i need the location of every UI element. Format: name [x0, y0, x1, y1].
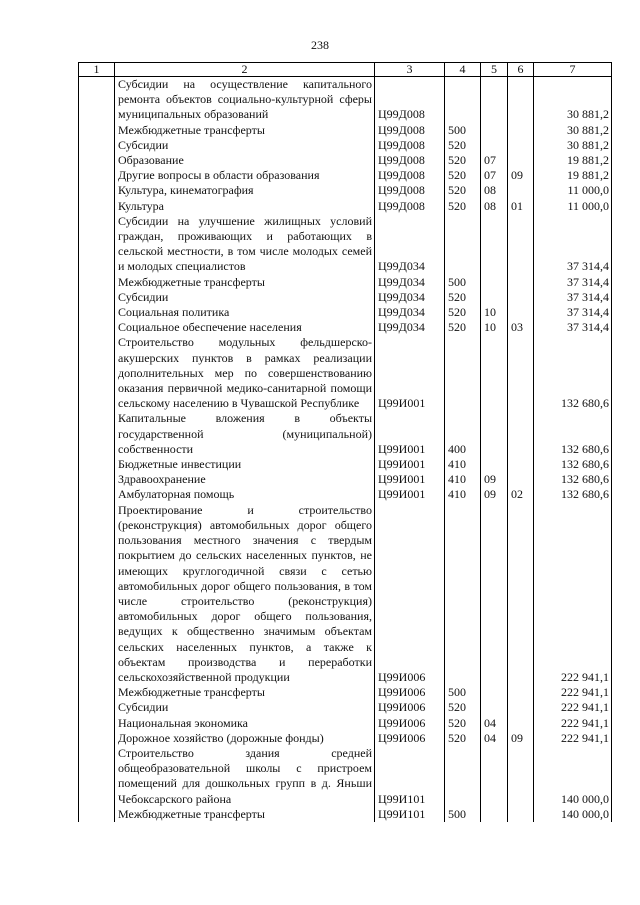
target-code-cell: Ц99И006 — [375, 716, 445, 731]
row-name-cell: Социальная политика — [115, 305, 375, 320]
table-row — [79, 472, 612, 487]
amount-cell: 37 314,4 — [534, 275, 612, 290]
row-name-cell: Субсидии — [115, 138, 375, 153]
amount-cell: 30 881,2 — [534, 123, 612, 138]
amount-cell: 222 941,1 — [534, 700, 612, 715]
section-cell — [481, 290, 508, 305]
section-cell — [481, 275, 508, 290]
expense-type-cell — [445, 335, 481, 411]
target-code-cell: Ц99Д008 — [375, 199, 445, 214]
row-number-cell — [79, 320, 115, 335]
subsection-cell: 01 — [508, 199, 534, 214]
target-code-cell: Ц99И001 — [375, 457, 445, 472]
row-name-cell: Субсидии — [115, 700, 375, 715]
amount-cell: 222 941,1 — [534, 503, 612, 685]
target-code-cell: Ц99Д034 — [375, 320, 445, 335]
expense-type-cell: 520 — [445, 199, 481, 214]
row-name-cell: Бюджетные инвестиции — [115, 457, 375, 472]
subsection-cell — [508, 700, 534, 715]
expense-type-cell: 520 — [445, 138, 481, 153]
expense-type-cell: 500 — [445, 275, 481, 290]
target-code-cell: Ц99И101 — [375, 746, 445, 807]
row-name-cell: Строительство модульных фельдшерско-акушерских пунктов в рамках реализации дополнительных мер по совершенствованию оказания первичной медико-санитарной помощи сельскому населению в Чувашской Республике — [115, 335, 375, 411]
table-row — [79, 275, 612, 290]
amount-cell: 19 881,2 — [534, 168, 612, 183]
expense-type-cell — [445, 503, 481, 685]
section-cell — [481, 214, 508, 275]
table-row — [79, 138, 612, 153]
row-name-cell: Национальная экономика — [115, 716, 375, 731]
row-name-cell: Межбюджетные трансферты — [115, 807, 375, 822]
table-row — [79, 335, 612, 411]
amount-cell: 132 680,6 — [534, 472, 612, 487]
header-cell: 7 — [534, 63, 612, 77]
amount-cell: 37 314,4 — [534, 305, 612, 320]
target-code-cell: Ц99И006 — [375, 503, 445, 685]
row-name-cell: Субсидии на улучшение жилищных условий граждан, проживающих и работающих в сельской местности, в том числе молодых семей и молодых специалистов — [115, 214, 375, 275]
subsection-cell — [508, 138, 534, 153]
table-row — [79, 746, 612, 807]
target-code-cell: Ц99И001 — [375, 335, 445, 411]
expense-type-cell: 520 — [445, 290, 481, 305]
row-name-cell: Проектирование и строительство (реконструкция) автомобильных дорог общего пользования местного значения с твердым покрытием до сельских населенных пунктов, не имеющих круглогодичной связи с сетью автомобильных дорог общего пользования, в том числе строительство (реконструкция) автомобильных дорог общего пользования, ведущих к общественно значимым объектам сельских населенных пунктов, а также к объектам производства и переработки сельскохозяйственной продукции — [115, 503, 375, 685]
target-code-cell: Ц99И006 — [375, 731, 445, 746]
row-number-cell — [79, 275, 115, 290]
table-row — [79, 807, 612, 822]
subsection-cell — [508, 807, 534, 822]
section-cell — [481, 700, 508, 715]
subsection-cell — [508, 214, 534, 275]
expense-type-cell: 410 — [445, 472, 481, 487]
row-name-cell: Субсидии на осуществление капитального ремонта объектов социально-культурной сферы муниципальных образований — [115, 77, 375, 123]
subsection-cell — [508, 77, 534, 123]
table-row — [79, 487, 612, 502]
subsection-cell: 09 — [508, 731, 534, 746]
subsection-cell — [508, 335, 534, 411]
section-cell: 09 — [481, 472, 508, 487]
section-cell — [481, 503, 508, 685]
page-number: 238 — [311, 38, 329, 52]
row-number-cell — [79, 290, 115, 305]
section-cell — [481, 807, 508, 822]
subsection-cell — [508, 305, 534, 320]
header-cell: 1 — [79, 63, 115, 77]
row-number-cell — [79, 183, 115, 198]
section-cell: 07 — [481, 168, 508, 183]
row-name-cell: Здравоохранение — [115, 472, 375, 487]
row-name-cell: Межбюджетные трансферты — [115, 685, 375, 700]
target-code-cell: Ц99И001 — [375, 472, 445, 487]
expense-type-cell: 520 — [445, 716, 481, 731]
amount-cell: 222 941,1 — [534, 716, 612, 731]
subsection-cell — [508, 716, 534, 731]
expense-type-cell: 520 — [445, 731, 481, 746]
table-row — [79, 731, 612, 746]
section-cell: 08 — [481, 199, 508, 214]
subsection-cell — [508, 503, 534, 685]
table-row — [79, 700, 612, 715]
amount-cell: 11 000,0 — [534, 199, 612, 214]
target-code-cell: Ц99Д034 — [375, 275, 445, 290]
subsection-cell: 02 — [508, 487, 534, 502]
subsection-cell — [508, 472, 534, 487]
row-number-cell — [79, 214, 115, 275]
table-row — [79, 320, 612, 335]
section-cell — [481, 335, 508, 411]
expense-type-cell: 500 — [445, 807, 481, 822]
row-number-cell — [79, 731, 115, 746]
section-cell: 04 — [481, 731, 508, 746]
table-row — [79, 685, 612, 700]
section-cell — [481, 138, 508, 153]
section-cell: 10 — [481, 320, 508, 335]
section-cell: 07 — [481, 153, 508, 168]
expense-type-cell — [445, 214, 481, 275]
amount-cell: 132 680,6 — [534, 335, 612, 411]
target-code-cell: Ц99И006 — [375, 685, 445, 700]
table-row — [79, 290, 612, 305]
expense-type-cell — [445, 746, 481, 807]
subsection-cell — [508, 457, 534, 472]
amount-cell: 132 680,6 — [534, 487, 612, 502]
expense-type-cell: 400 — [445, 411, 481, 457]
table-row — [79, 305, 612, 320]
expense-type-cell: 520 — [445, 153, 481, 168]
row-number-cell — [79, 123, 115, 138]
amount-cell: 140 000,0 — [534, 746, 612, 807]
target-code-cell: Ц99Д034 — [375, 214, 445, 275]
section-cell — [481, 77, 508, 123]
row-number-cell — [79, 138, 115, 153]
amount-cell: 132 680,6 — [534, 411, 612, 457]
table-row — [79, 457, 612, 472]
row-name-cell: Культура, кинематография — [115, 183, 375, 198]
section-cell: 04 — [481, 716, 508, 731]
row-name-cell: Межбюджетные трансферты — [115, 275, 375, 290]
table-row — [79, 153, 612, 168]
subsection-cell — [508, 153, 534, 168]
row-number-cell — [79, 411, 115, 457]
row-number-cell — [79, 335, 115, 411]
table-row — [79, 168, 612, 183]
subsection-cell — [508, 183, 534, 198]
section-cell: 08 — [481, 183, 508, 198]
section-cell — [481, 411, 508, 457]
expense-type-cell: 520 — [445, 305, 481, 320]
row-number-cell — [79, 716, 115, 731]
amount-cell: 30 881,2 — [534, 138, 612, 153]
table-row — [79, 199, 612, 214]
target-code-cell: Ц99Д008 — [375, 153, 445, 168]
target-code-cell: Ц99Д008 — [375, 183, 445, 198]
header-cell: 6 — [508, 63, 534, 77]
expense-type-cell: 520 — [445, 320, 481, 335]
amount-cell: 140 000,0 — [534, 807, 612, 822]
target-code-cell: Ц99Д008 — [375, 138, 445, 153]
subsection-cell — [508, 685, 534, 700]
section-cell — [481, 457, 508, 472]
header-cell: 3 — [375, 63, 445, 77]
table-row — [79, 503, 612, 685]
table-row — [79, 716, 612, 731]
expense-type-cell — [445, 77, 481, 123]
amount-cell: 37 314,4 — [534, 320, 612, 335]
row-name-cell: Образование — [115, 153, 375, 168]
target-code-cell: Ц99Д008 — [375, 168, 445, 183]
header-cell: 4 — [445, 63, 481, 77]
expense-type-cell: 520 — [445, 183, 481, 198]
target-code-cell: Ц99И001 — [375, 487, 445, 502]
row-name-cell: Строительство здания средней общеобразовательной школы с пристроем помещений для дошкольных групп в д. Яньши Чебоксарского района — [115, 746, 375, 807]
section-cell — [481, 123, 508, 138]
row-number-cell — [79, 199, 115, 214]
row-name-cell: Дорожное хозяйство (дорожные фонды) — [115, 731, 375, 746]
target-code-cell: Ц99Д034 — [375, 290, 445, 305]
expense-type-cell: 410 — [445, 487, 481, 502]
target-code-cell: Ц99Д008 — [375, 77, 445, 123]
expense-type-cell: 410 — [445, 457, 481, 472]
header-row — [79, 63, 612, 77]
row-name-cell: Социальное обеспечение населения — [115, 320, 375, 335]
header-cell: 2 — [115, 63, 375, 77]
subsection-cell — [508, 123, 534, 138]
row-name-cell: Капитальные вложения в объекты государственной (муниципальной) собственности — [115, 411, 375, 457]
subsection-cell — [508, 275, 534, 290]
target-code-cell: Ц99И006 — [375, 700, 445, 715]
section-cell — [481, 746, 508, 807]
row-name-cell: Межбюджетные трансферты — [115, 123, 375, 138]
section-cell — [481, 685, 508, 700]
row-name-cell: Культура — [115, 199, 375, 214]
amount-cell: 222 941,1 — [534, 731, 612, 746]
subsection-cell — [508, 411, 534, 457]
amount-cell: 132 680,6 — [534, 457, 612, 472]
amount-cell: 11 000,0 — [534, 183, 612, 198]
section-cell: 10 — [481, 305, 508, 320]
expense-type-cell: 520 — [445, 168, 481, 183]
amount-cell: 37 314,4 — [534, 290, 612, 305]
amount-cell: 37 314,4 — [534, 214, 612, 275]
target-code-cell: Ц99И001 — [375, 411, 445, 457]
table-row — [79, 123, 612, 138]
target-code-cell: Ц99Д034 — [375, 305, 445, 320]
expense-type-cell: 500 — [445, 123, 481, 138]
row-name-cell: Амбулаторная помощь — [115, 487, 375, 502]
amount-cell: 222 941,1 — [534, 685, 612, 700]
header-cell: 5 — [481, 63, 508, 77]
table-row — [79, 183, 612, 198]
subsection-cell — [508, 746, 534, 807]
amount-cell: 19 881,2 — [534, 153, 612, 168]
row-number-cell — [79, 700, 115, 715]
row-name-cell: Субсидии — [115, 290, 375, 305]
row-number-cell — [79, 153, 115, 168]
expense-type-cell: 520 — [445, 700, 481, 715]
target-code-cell: Ц99И101 — [375, 807, 445, 822]
row-number-cell — [79, 503, 115, 685]
amount-cell: 30 881,2 — [534, 77, 612, 123]
section-cell: 09 — [481, 487, 508, 502]
budget-table — [78, 62, 612, 822]
row-name-cell: Другие вопросы в области образования — [115, 168, 375, 183]
table-row — [79, 214, 612, 275]
row-number-cell — [79, 487, 115, 502]
row-number-cell — [79, 746, 115, 807]
row-number-cell — [79, 77, 115, 123]
row-number-cell — [79, 168, 115, 183]
row-number-cell — [79, 685, 115, 700]
row-number-cell — [79, 807, 115, 822]
subsection-cell: 09 — [508, 168, 534, 183]
subsection-cell: 03 — [508, 320, 534, 335]
table-row — [79, 411, 612, 457]
row-number-cell — [79, 457, 115, 472]
subsection-cell — [508, 290, 534, 305]
row-number-cell — [79, 305, 115, 320]
target-code-cell: Ц99Д008 — [375, 123, 445, 138]
expense-type-cell: 500 — [445, 685, 481, 700]
table-row — [79, 77, 612, 123]
row-number-cell — [79, 472, 115, 487]
